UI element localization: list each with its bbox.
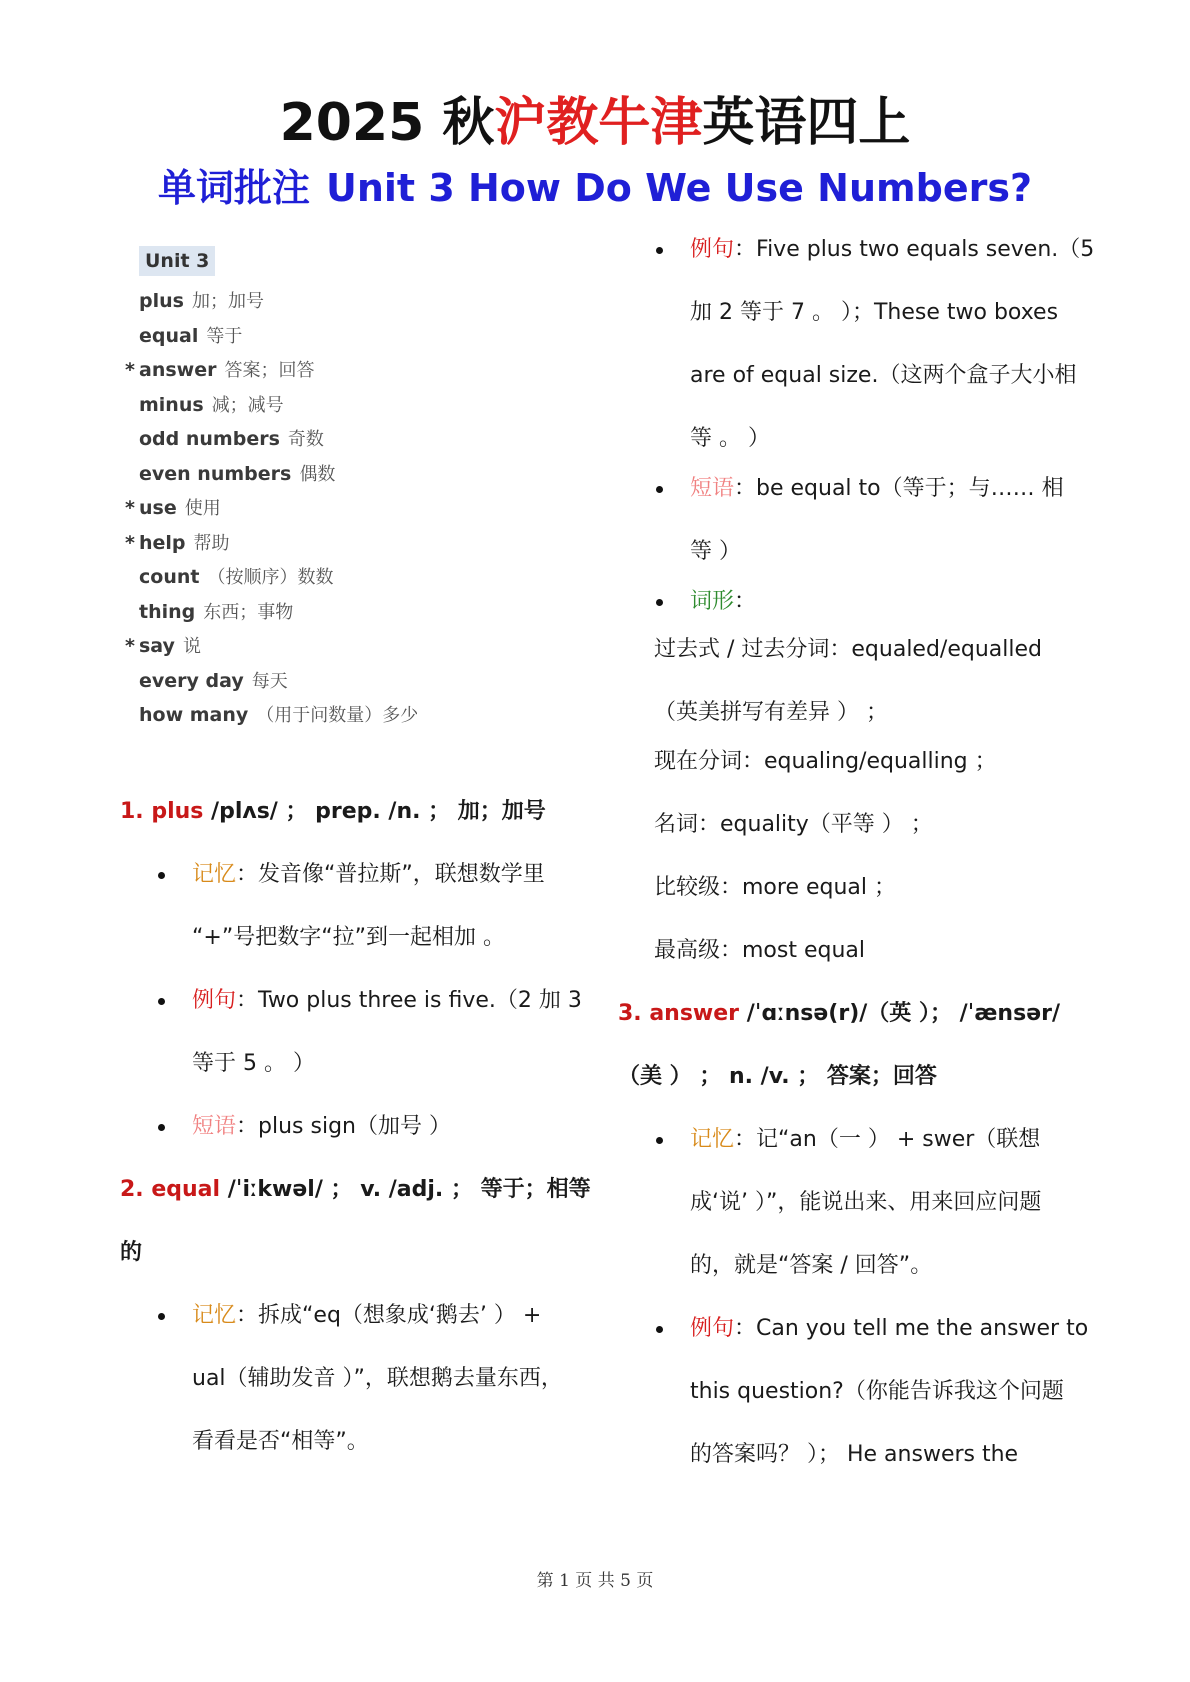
plus-memory-cont: “+”号把数字“拉”到一起相加 。 xyxy=(192,925,506,950)
subtitle-en: Unit 3 How Do We Use Numbers? xyxy=(326,166,1032,210)
unit-tag: Unit 3 xyxy=(139,246,215,276)
vocab-item xyxy=(125,424,324,454)
vocab-meaning: （按顺序）数数 xyxy=(207,567,334,588)
vocab-word: use xyxy=(139,497,177,519)
vocab-meaning: 奇数 xyxy=(287,429,324,450)
equal-example-cont2: are of equal size.（这两个盒子大小相 xyxy=(690,363,1077,388)
vocab-item xyxy=(125,390,284,420)
vocab-item xyxy=(125,459,335,489)
vocab-item xyxy=(125,562,333,592)
vocab-meaning: 东西；事物 xyxy=(203,601,294,623)
vocab-item xyxy=(125,355,314,385)
answer-memory-cont1: 成‘说’ ）”，能说出来、用来回应问题 xyxy=(690,1190,1042,1215)
form-present-participle: 现在分词：equaling/equalling ； xyxy=(654,749,997,774)
form-past: 过去式 / 过去分词：equaled/equalled xyxy=(654,637,1042,662)
vocab-meaning: 答案；回答 xyxy=(224,360,315,381)
vocab-meaning: （用于问数量）多少 xyxy=(256,705,419,726)
answer-example-cont2: 的答案吗？ ）； He answers the xyxy=(690,1442,1019,1467)
vocab-word: even numbers xyxy=(139,462,292,485)
equal-example-cont1: 加 2 等于 7 。 ）；These two boxes xyxy=(690,300,1059,325)
equal-phrase-cont: 等 ） xyxy=(690,539,741,564)
vocab-word: odd numbers xyxy=(139,428,280,450)
vocab-word: equal xyxy=(139,324,199,347)
vocab-item xyxy=(125,700,418,730)
vocab-item xyxy=(125,286,264,316)
answer-memory: 记忆：记“an（一 ） + swer（联想 xyxy=(690,1120,1040,1160)
entry-equal-heading: 2. equal /ˈiːkwəl/ ； v. /adj. ； 等于；相等 xyxy=(120,1177,591,1202)
vocab-word: every day xyxy=(139,669,244,692)
vocab-word: say xyxy=(139,635,175,657)
vocab-item xyxy=(125,666,288,696)
title-year: 2025 秋 xyxy=(279,93,495,153)
vocab-star: * xyxy=(125,531,135,554)
equal-example-cont3: 等 。 ） xyxy=(690,426,770,451)
plus-phrase: 短语：plus sign（加号 ） xyxy=(192,1107,451,1147)
answer-example: 例句：Can you tell me the answer to xyxy=(690,1309,1088,1349)
form-comparative: 比较级：more equal ； xyxy=(654,875,897,900)
page-subtitle xyxy=(0,160,1190,216)
vocab-meaning: 加；加号 xyxy=(191,291,264,312)
form-superlative: 最高级：most equal xyxy=(654,938,866,963)
equal-memory-cont2: 看看是否“相等”。 xyxy=(192,1429,369,1454)
vocab-word: plus xyxy=(139,290,184,312)
plus-example-cont: 等于 5 。 ） xyxy=(192,1051,315,1076)
vocab-word: count xyxy=(139,566,200,588)
equal-memory: 记忆：拆成“eq（想象成‘鹅去’ ） + xyxy=(192,1296,541,1336)
answer-memory-cont2: 的，就是“答案 / 回答”。 xyxy=(690,1253,933,1278)
vocab-word: help xyxy=(139,531,186,554)
vocab-item xyxy=(125,631,201,661)
vocab-word: how many xyxy=(139,704,249,726)
plus-example: 例句：Two plus three is five.（2 加 3 xyxy=(192,981,582,1021)
vocab-meaning: 帮助 xyxy=(193,532,230,554)
equal-phrase: 短语：be equal to（等于；与…… 相 xyxy=(690,469,1064,509)
vocab-meaning: 说 xyxy=(182,636,201,657)
entry-answer-heading: 3. answer /ˈɑːnsə(r)/（英 ）； /ˈænsər/ xyxy=(618,1001,1060,1026)
vocab-item xyxy=(125,528,230,558)
entry-equal-heading-cont: 的 xyxy=(120,1240,143,1265)
page-footer: 第 1 页 共 5 页 xyxy=(536,1571,654,1591)
vocab-word: answer xyxy=(139,359,217,381)
vocab-star: * xyxy=(125,359,135,381)
vocab-item xyxy=(125,321,242,351)
equal-example: 例句：Five plus two equals seven.（5 xyxy=(690,230,1094,270)
page-title xyxy=(0,88,1190,158)
vocab-word: thing xyxy=(139,600,196,623)
vocab-star: * xyxy=(125,635,135,657)
subtitle-cn: 单词批注 xyxy=(157,166,310,210)
entry-plus-heading: 1. plus /plʌs/ ； prep. /n. ； 加；加号 xyxy=(120,799,546,824)
vocab-meaning: 使用 xyxy=(184,498,221,519)
vocab-meaning: 偶数 xyxy=(299,463,336,485)
vocab-item xyxy=(125,597,293,627)
vocab-word: minus xyxy=(139,393,204,416)
vocab-meaning: 等于 xyxy=(206,325,243,347)
answer-example-cont1: this question?（你能告诉我这个问题 xyxy=(690,1379,1064,1404)
entry-answer-heading-cont: （美 ） ； n. /v. ； 答案；回答 xyxy=(618,1064,937,1089)
equal-word-forms: 词形： xyxy=(690,582,756,622)
form-note: （英美拼写有差异 ） ； xyxy=(654,700,888,725)
title-subject: 英语四上 xyxy=(702,93,911,153)
vocab-meaning: 减；减号 xyxy=(211,394,284,416)
vocab-item xyxy=(125,493,221,523)
plus-memory: 记忆：发音像“普拉斯”，联想数学里 xyxy=(192,855,545,895)
form-noun: 名词：equality（平等 ） ； xyxy=(654,812,933,837)
title-publisher: 沪教牛津 xyxy=(494,93,703,153)
vocab-star: * xyxy=(125,497,135,519)
vocab-meaning: 每天 xyxy=(251,670,288,692)
equal-memory-cont: ual（辅助发音 ）”，联想鹅去量东西， xyxy=(192,1366,563,1391)
